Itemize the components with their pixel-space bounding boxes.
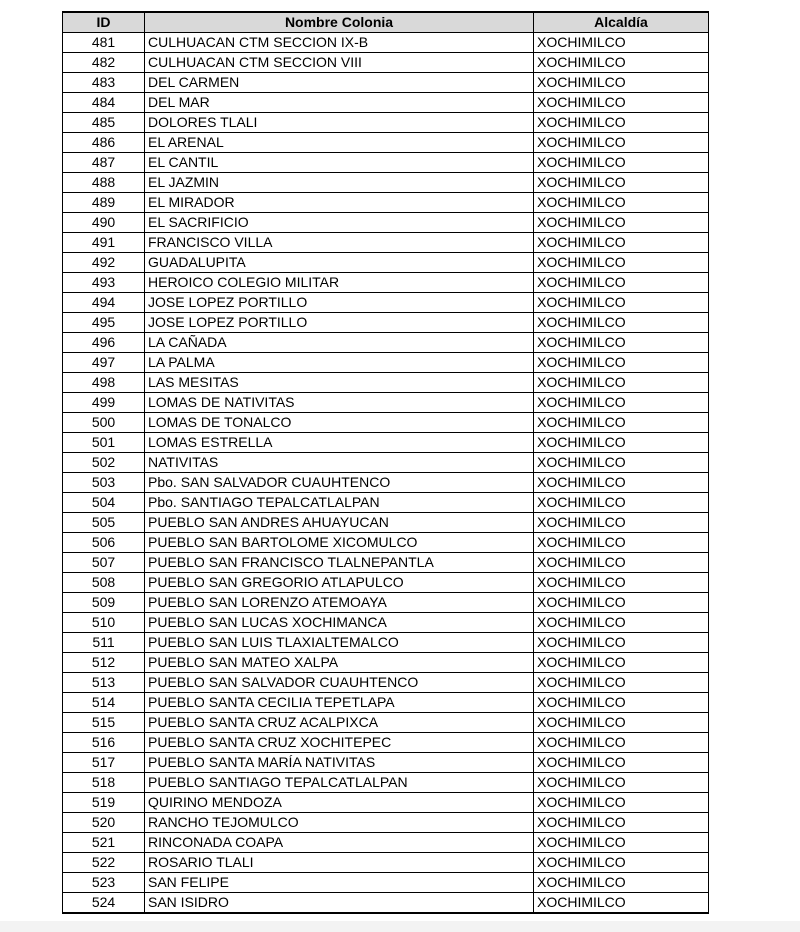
cell-nombre-colonia: CULHUACAN CTM SECCION VIII (145, 53, 534, 73)
table-row (63, 253, 709, 273)
cell-id: 482 (63, 53, 145, 73)
table-row (63, 813, 709, 833)
table-row (63, 473, 709, 493)
cell-alcaldia: XOCHIMILCO (534, 213, 709, 233)
cell-id: 507 (63, 553, 145, 573)
table-row (63, 693, 709, 713)
table-row (63, 593, 709, 613)
cell-nombre-colonia: PUEBLO SAN GREGORIO ATLAPULCO (145, 573, 534, 593)
header-row (63, 12, 709, 33)
cell-nombre-colonia: ROSARIO TLALI (145, 853, 534, 873)
table-row (63, 793, 709, 813)
table-row (63, 233, 709, 253)
cell-alcaldia: XOCHIMILCO (534, 693, 709, 713)
cell-nombre-colonia: FRANCISCO VILLA (145, 233, 534, 253)
cell-id: 512 (63, 653, 145, 673)
colonias-sheet (62, 11, 709, 914)
cell-id: 493 (63, 273, 145, 293)
cell-alcaldia: XOCHIMILCO (534, 773, 709, 793)
cell-nombre-colonia: LA CAÑADA (145, 333, 534, 353)
cell-alcaldia: XOCHIMILCO (534, 273, 709, 293)
cell-nombre-colonia: CULHUACAN CTM SECCION IX-B (145, 33, 534, 53)
cell-nombre-colonia: EL ARENAL (145, 133, 534, 153)
table-row (63, 853, 709, 873)
cell-nombre-colonia: DOLORES TLALI (145, 113, 534, 133)
table-row (63, 113, 709, 133)
colonias-table (62, 11, 709, 914)
cell-id: 492 (63, 253, 145, 273)
cell-id: 490 (63, 213, 145, 233)
cell-alcaldia: XOCHIMILCO (534, 733, 709, 753)
table-row (63, 313, 709, 333)
table-row (63, 393, 709, 413)
cell-alcaldia: XOCHIMILCO (534, 393, 709, 413)
table-row (63, 553, 709, 573)
cell-id: 505 (63, 513, 145, 533)
cell-nombre-colonia: PUEBLO SAN LORENZO ATEMOAYA (145, 593, 534, 613)
cell-nombre-colonia: EL JAZMIN (145, 173, 534, 193)
cell-alcaldia: XOCHIMILCO (534, 433, 709, 453)
table-row (63, 513, 709, 533)
cell-id: 489 (63, 193, 145, 213)
cell-alcaldia: XOCHIMILCO (534, 373, 709, 393)
cell-alcaldia: XOCHIMILCO (534, 653, 709, 673)
table-row (63, 653, 709, 673)
table-row (63, 833, 709, 853)
cell-nombre-colonia: QUIRINO MENDOZA (145, 793, 534, 813)
cell-nombre-colonia: EL MIRADOR (145, 193, 534, 213)
cell-nombre-colonia: Pbo. SAN SALVADOR CUAUHTENCO (145, 473, 534, 493)
cell-nombre-colonia: PUEBLO SANTIAGO TEPALCATLALPAN (145, 773, 534, 793)
table-row (63, 453, 709, 473)
cell-id: 516 (63, 733, 145, 753)
cell-alcaldia: XOCHIMILCO (534, 333, 709, 353)
cell-alcaldia: XOCHIMILCO (534, 233, 709, 253)
cell-alcaldia: XOCHIMILCO (534, 193, 709, 213)
cell-id: 504 (63, 493, 145, 513)
page-bottom-strip (0, 921, 800, 932)
cell-alcaldia: XOCHIMILCO (534, 633, 709, 653)
header-id: ID (63, 12, 145, 33)
table-row (63, 773, 709, 793)
cell-alcaldia: XOCHIMILCO (534, 313, 709, 333)
table-row (63, 633, 709, 653)
cell-id: 483 (63, 73, 145, 93)
cell-nombre-colonia: DEL MAR (145, 93, 534, 113)
table-row (63, 273, 709, 293)
cell-nombre-colonia: DEL CARMEN (145, 73, 534, 93)
cell-nombre-colonia: EL SACRIFICIO (145, 213, 534, 233)
cell-alcaldia: XOCHIMILCO (534, 353, 709, 373)
table-row (63, 173, 709, 193)
table-body (63, 33, 709, 914)
cell-alcaldia: XOCHIMILCO (534, 173, 709, 193)
table-row (63, 753, 709, 773)
cell-alcaldia: XOCHIMILCO (534, 833, 709, 853)
table-row (63, 573, 709, 593)
table-row (63, 373, 709, 393)
cell-alcaldia: XOCHIMILCO (534, 253, 709, 273)
cell-alcaldia: XOCHIMILCO (534, 153, 709, 173)
cell-nombre-colonia: PUEBLO SAN LUIS TLAXIALTEMALCO (145, 633, 534, 653)
cell-alcaldia: XOCHIMILCO (534, 553, 709, 573)
cell-nombre-colonia: HEROICO COLEGIO MILITAR (145, 273, 534, 293)
cell-id: 524 (63, 893, 145, 914)
table-row (63, 433, 709, 453)
cell-alcaldia: XOCHIMILCO (534, 473, 709, 493)
cell-alcaldia: XOCHIMILCO (534, 93, 709, 113)
cell-id: 509 (63, 593, 145, 613)
cell-id: 510 (63, 613, 145, 633)
cell-alcaldia: XOCHIMILCO (534, 133, 709, 153)
cell-id: 508 (63, 573, 145, 593)
cell-alcaldia: XOCHIMILCO (534, 853, 709, 873)
table-row (63, 133, 709, 153)
cell-alcaldia: XOCHIMILCO (534, 113, 709, 133)
table-row (63, 613, 709, 633)
cell-nombre-colonia: PUEBLO SAN BARTOLOME XICOMULCO (145, 533, 534, 553)
cell-nombre-colonia: PUEBLO SAN LUCAS XOCHIMANCA (145, 613, 534, 633)
cell-id: 517 (63, 753, 145, 773)
cell-id: 494 (63, 293, 145, 313)
table-row (63, 333, 709, 353)
cell-id: 495 (63, 313, 145, 333)
cell-id: 500 (63, 413, 145, 433)
table-row (63, 733, 709, 753)
cell-alcaldia: XOCHIMILCO (534, 53, 709, 73)
cell-nombre-colonia: RINCONADA COAPA (145, 833, 534, 853)
cell-alcaldia: XOCHIMILCO (534, 613, 709, 633)
cell-alcaldia: XOCHIMILCO (534, 793, 709, 813)
cell-nombre-colonia: LOMAS DE TONALCO (145, 413, 534, 433)
cell-nombre-colonia: SAN FELIPE (145, 873, 534, 893)
table-row (63, 493, 709, 513)
cell-nombre-colonia: PUEBLO SAN ANDRES AHUAYUCAN (145, 513, 534, 533)
cell-id: 513 (63, 673, 145, 693)
cell-nombre-colonia: PUEBLO SANTA CRUZ XOCHITEPEC (145, 733, 534, 753)
table-row (63, 153, 709, 173)
cell-nombre-colonia: NATIVITAS (145, 453, 534, 473)
cell-id: 502 (63, 453, 145, 473)
cell-id: 496 (63, 333, 145, 353)
cell-id: 481 (63, 33, 145, 53)
table-row (63, 353, 709, 373)
table-row (63, 873, 709, 893)
cell-id: 499 (63, 393, 145, 413)
cell-alcaldia: XOCHIMILCO (534, 713, 709, 733)
cell-nombre-colonia: PUEBLO SANTA CRUZ ACALPIXCA (145, 713, 534, 733)
cell-nombre-colonia: EL CANTIL (145, 153, 534, 173)
cell-nombre-colonia: PUEBLO SAN FRANCISCO TLALNEPANTLA (145, 553, 534, 573)
table-row (63, 193, 709, 213)
table-row (63, 533, 709, 553)
table-header (63, 12, 709, 33)
cell-nombre-colonia: RANCHO TEJOMULCO (145, 813, 534, 833)
cell-alcaldia: XOCHIMILCO (534, 873, 709, 893)
cell-nombre-colonia: LOMAS ESTRELLA (145, 433, 534, 453)
cell-nombre-colonia: PUEBLO SANTA MARÍA NATIVITAS (145, 753, 534, 773)
cell-id: 485 (63, 113, 145, 133)
cell-alcaldia: XOCHIMILCO (534, 493, 709, 513)
header-alcaldia: Alcaldía (534, 12, 709, 33)
cell-nombre-colonia: LAS MESITAS (145, 373, 534, 393)
cell-id: 518 (63, 773, 145, 793)
table-row (63, 93, 709, 113)
cell-alcaldia: XOCHIMILCO (534, 573, 709, 593)
table-row (63, 213, 709, 233)
cell-nombre-colonia: SAN ISIDRO (145, 893, 534, 914)
table-row (63, 413, 709, 433)
cell-id: 488 (63, 173, 145, 193)
cell-alcaldia: XOCHIMILCO (534, 293, 709, 313)
table-row (63, 293, 709, 313)
cell-alcaldia: XOCHIMILCO (534, 513, 709, 533)
cell-id: 497 (63, 353, 145, 373)
table-row (63, 53, 709, 73)
cell-id: 506 (63, 533, 145, 553)
cell-id: 521 (63, 833, 145, 853)
cell-alcaldia: XOCHIMILCO (534, 73, 709, 93)
cell-nombre-colonia: LOMAS DE NATIVITAS (145, 393, 534, 413)
cell-alcaldia: XOCHIMILCO (534, 453, 709, 473)
cell-nombre-colonia: PUEBLO SAN SALVADOR CUAUHTENCO (145, 673, 534, 693)
cell-alcaldia: XOCHIMILCO (534, 533, 709, 553)
cell-id: 520 (63, 813, 145, 833)
cell-nombre-colonia: LA PALMA (145, 353, 534, 373)
cell-nombre-colonia: Pbo. SANTIAGO TEPALCATLALPAN (145, 493, 534, 513)
table-row (63, 713, 709, 733)
table-row (63, 673, 709, 693)
cell-id: 491 (63, 233, 145, 253)
cell-id: 503 (63, 473, 145, 493)
cell-id: 486 (63, 133, 145, 153)
cell-id: 484 (63, 93, 145, 113)
header-nombre-colonia: Nombre Colonia (145, 12, 534, 33)
cell-alcaldia: XOCHIMILCO (534, 413, 709, 433)
cell-id: 522 (63, 853, 145, 873)
cell-nombre-colonia: GUADALUPITA (145, 253, 534, 273)
cell-id: 501 (63, 433, 145, 453)
cell-alcaldia: XOCHIMILCO (534, 813, 709, 833)
cell-id: 514 (63, 693, 145, 713)
cell-alcaldia: XOCHIMILCO (534, 33, 709, 53)
cell-id: 487 (63, 153, 145, 173)
cell-alcaldia: XOCHIMILCO (534, 673, 709, 693)
cell-id: 498 (63, 373, 145, 393)
cell-alcaldia: XOCHIMILCO (534, 893, 709, 914)
cell-nombre-colonia: PUEBLO SAN MATEO XALPA (145, 653, 534, 673)
cell-alcaldia: XOCHIMILCO (534, 753, 709, 773)
cell-id: 523 (63, 873, 145, 893)
cell-nombre-colonia: JOSE LOPEZ PORTILLO (145, 293, 534, 313)
cell-nombre-colonia: JOSE LOPEZ PORTILLO (145, 313, 534, 333)
cell-alcaldia: XOCHIMILCO (534, 593, 709, 613)
table-row (63, 73, 709, 93)
cell-id: 511 (63, 633, 145, 653)
table-row (63, 33, 709, 53)
cell-id: 515 (63, 713, 145, 733)
cell-id: 519 (63, 793, 145, 813)
table-row (63, 893, 709, 914)
cell-nombre-colonia: PUEBLO SANTA CECILIA TEPETLAPA (145, 693, 534, 713)
